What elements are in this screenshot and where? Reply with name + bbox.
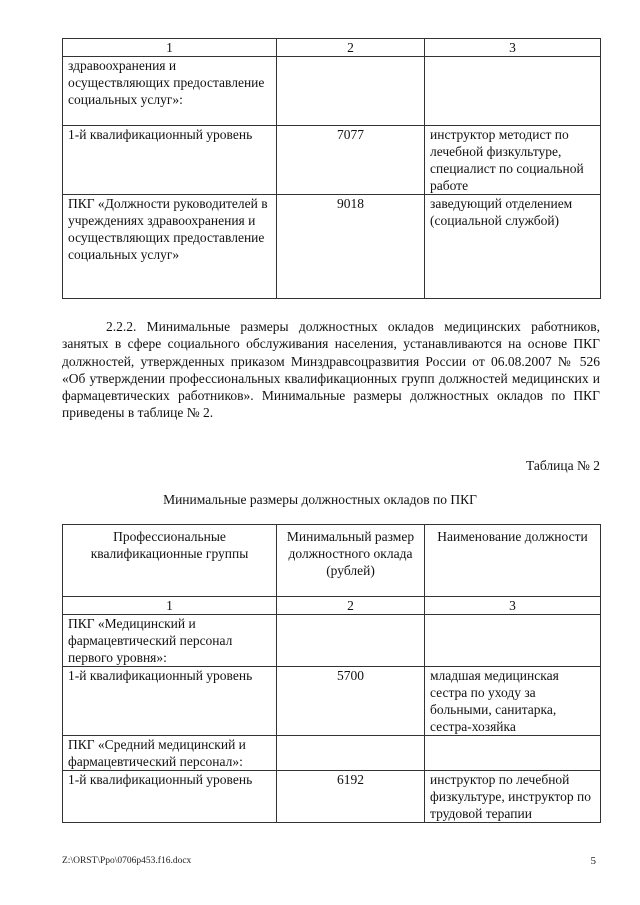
page-number: 5 (590, 855, 596, 867)
paragraph-text: 2.2.2. Минимальные размеры должностных окладов медицинских работников, занятых в сфере социального обслуживания населения, устанавливаются на основе ПКГ должностей, утвержденных приказом Минздравсоцразвития России от 06.08.2007 № 526 «Об утверждении профессиональных квалификационных групп должностей медицинских и фармацевтических работников». Минимальные размеры должностных окладов по ПКГ приведены в таблице № 2. (62, 319, 600, 421)
qualification-group-cell: 1-й квалификационный уровень (63, 667, 277, 736)
table-row (63, 736, 601, 771)
qualification-group-cell: 1-й квалификационный уровень (63, 771, 277, 823)
qualification-group-cell: ПКГ «Должности руководителей в учреждениях здравоохранения и осуществляющих предоставление социальных услуг» (63, 195, 277, 299)
qualification-group-cell: ПКГ «Медицинский и фармацевтический персонал первого уровня»: (63, 615, 277, 667)
table-column-numbers (63, 39, 601, 57)
salary-table-2 (62, 524, 601, 823)
salary-cell: 9018 (277, 195, 425, 299)
salary-cell (277, 57, 425, 126)
position-cell (425, 615, 601, 667)
header-cell: Минимальный размер должностного оклада (рублей) (277, 525, 425, 597)
salary-cell (277, 615, 425, 667)
position-cell: инструктор методист по лечебной физкультуре, специалист по социальной работе (425, 126, 601, 195)
salary-table-1 (62, 38, 601, 299)
column-number: 1 (63, 597, 277, 615)
position-cell: младшая медицинская сестра по уходу за больными, санитарка, сестра-хозяйка (425, 667, 601, 736)
table-row (63, 195, 601, 299)
qualification-group-cell: ПКГ «Средний медицинский и фармацевтический персонал»: (63, 736, 277, 771)
header-cell: Профессиональные квалификационные группы (63, 525, 277, 597)
column-number: 3 (425, 597, 601, 615)
table-row (63, 771, 601, 823)
position-cell: инструктор по лечебной физкультуре, инструктор по трудовой терапии (425, 771, 601, 823)
position-cell (425, 57, 601, 126)
table-row (63, 126, 601, 195)
salary-cell: 6192 (277, 771, 425, 823)
column-number: 2 (277, 597, 425, 615)
table-header-row (63, 525, 601, 597)
table-row (63, 615, 601, 667)
table-title: Минимальные размеры должностных окладов по ПКГ (163, 492, 477, 507)
qualification-group-cell: здравоохранения и осуществляющих предоставление социальных услуг»: (63, 57, 277, 126)
qualification-group-cell: 1-й квалификационный уровень (63, 126, 277, 195)
body-paragraph (62, 318, 600, 422)
position-cell (425, 736, 601, 771)
table-column-numbers (63, 597, 601, 615)
column-number: 2 (277, 39, 425, 57)
table-row (63, 667, 601, 736)
position-cell: заведующий отделением (социальной службой) (425, 195, 601, 299)
table-row (63, 57, 601, 126)
salary-cell: 7077 (277, 126, 425, 195)
table-label: Таблица № 2 (526, 458, 600, 473)
salary-cell (277, 736, 425, 771)
footer-file-path: Z:\ORST\Ppo\0706p453.f16.docx (62, 856, 192, 866)
header-cell: Наименование должности (425, 525, 601, 597)
salary-cell: 5700 (277, 667, 425, 736)
column-number: 1 (63, 39, 277, 57)
column-number: 3 (425, 39, 601, 57)
